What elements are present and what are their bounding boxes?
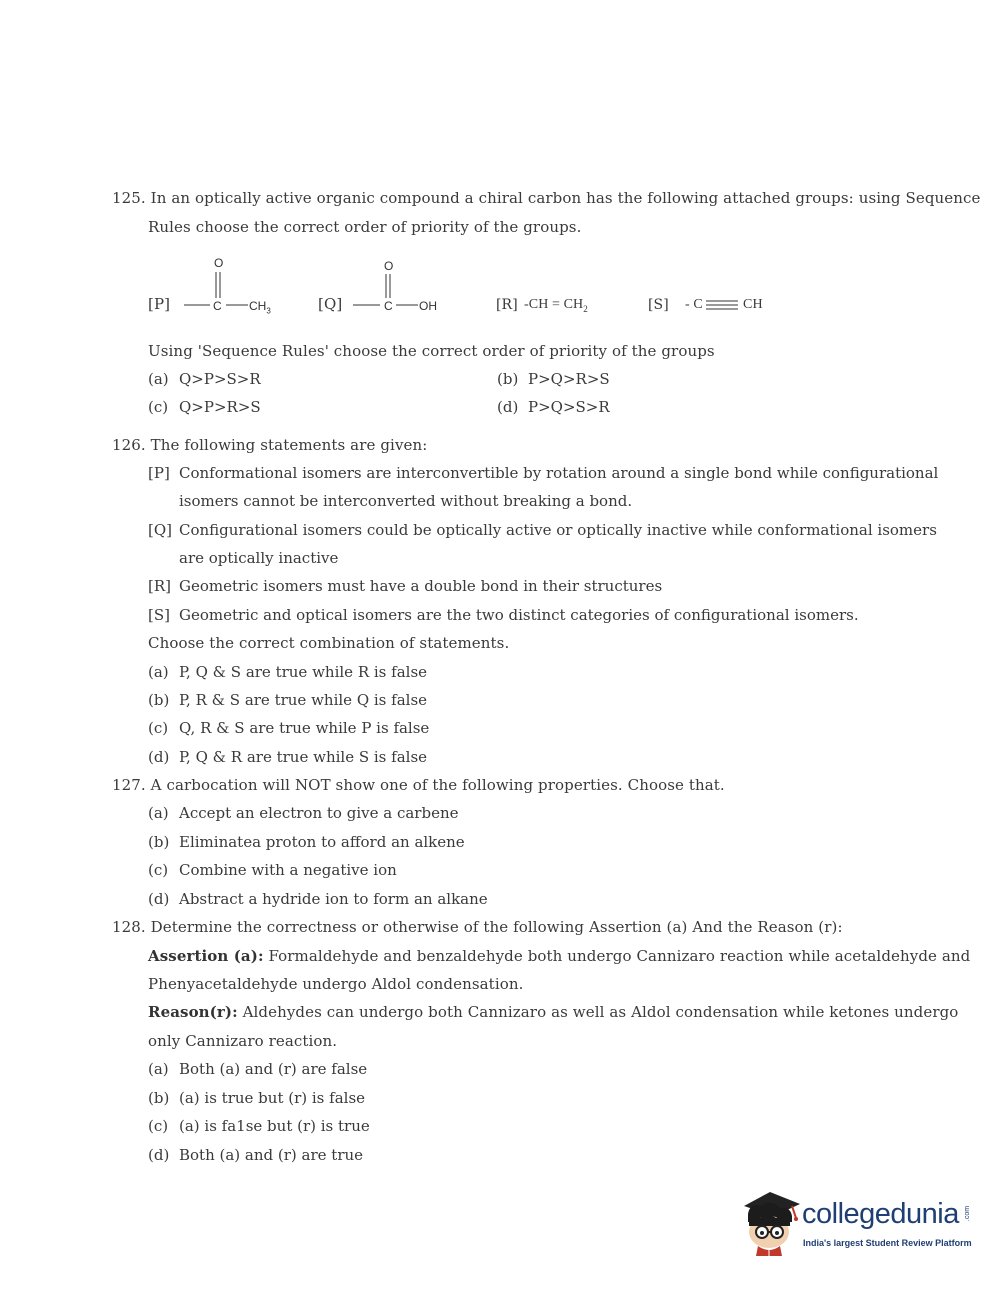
group-p-oxygen: O — [214, 256, 224, 270]
q126-option-b-text: P, R & S are true while Q is false — [179, 691, 428, 709]
reason-text: Aldehydes can undergo both Cannizaro as well as Aldol condensation while ketones undergo — [242, 1003, 959, 1021]
q128-reason-line1 — [148, 1002, 958, 1022]
q128-reason-line2: only Cannizaro reaction. — [148, 1032, 338, 1050]
q125-option-d-label: (d) — [497, 398, 519, 416]
q127-option-d-label: (d) — [148, 890, 170, 908]
q126-statement-q-label: [Q] — [148, 521, 173, 539]
q126-option-d-label: (d) — [148, 748, 170, 766]
assertion-text: Formaldehyde and benzaldehyde both undergo Cannizaro reaction while acetaldehyde and — [268, 947, 971, 965]
q126-option-a-label: (a) — [148, 663, 169, 681]
q126-option-d-text: P, Q & R are true while S is false — [179, 748, 428, 766]
q126-statement-p-label: [P] — [148, 464, 170, 482]
q125-prompt: Using 'Sequence Rules' choose the correct order of priority of the groups — [148, 342, 715, 360]
q128-option-a-text: Both (a) and (r) are false — [179, 1060, 368, 1078]
q128-option-a-label: (a) — [148, 1060, 169, 1078]
q127-option-a-text: Accept an electron to give a carbene — [179, 804, 459, 822]
q128-option-d-label: (d) — [148, 1146, 170, 1164]
q128-option-b-label: (b) — [148, 1089, 170, 1107]
group-p-methyl: $CH_3$ — [249, 299, 271, 316]
q125-option-c-text: Q>P>R>S — [179, 398, 261, 416]
q127-option-b-text: Eliminatea proton to afford an alkene — [179, 833, 465, 851]
assertion-label: Assertion (a): — [148, 947, 264, 965]
q128-option-c-text: (a) is fa1se but (r) is true — [179, 1117, 370, 1135]
group-q-oxygen: O — [384, 259, 394, 273]
q125-option-b-label: (b) — [497, 370, 519, 388]
group-s-left: - C — [685, 297, 703, 312]
q126-option-c-text: Q, R & S are true while P is false — [179, 719, 430, 737]
q127-option-b-label: (b) — [148, 833, 170, 851]
group-q-hydroxyl: OH — [419, 299, 437, 313]
q126-prompt: Choose the correct combination of statements. — [148, 634, 510, 652]
q128-assertion-line2: Phenyacetaldehyde undergo Aldol condensation. — [148, 975, 524, 993]
q128-option-d-text: Both (a) and (r) are true — [179, 1146, 364, 1164]
logo-wordmark: collegedunia — [802, 1198, 959, 1230]
q127-option-d-text: Abstract a hydride ion to form an alkane — [179, 890, 488, 908]
q126-option-b-label: (b) — [148, 691, 170, 709]
q125-option-c-label: (c) — [148, 398, 169, 416]
q127-option-a-label: (a) — [148, 804, 169, 822]
logo-tagline: India's largest Student Review Platform — [803, 1238, 972, 1248]
q126-statement-q-line2: are optically inactive — [179, 549, 339, 567]
q126-statement-p-line1: Conformational isomers are interconvertible by rotation around a single bond while configurational — [179, 464, 939, 482]
q127-option-c-text: Combine with a negative ion — [179, 861, 397, 879]
q126-statement-p-line2: isomers cannot be interconverted without breaking a bond. — [179, 492, 633, 510]
group-r-formula: $-CH = CH_2$ — [524, 297, 588, 314]
group-q-carbon: C — [384, 299, 393, 313]
triple-bond — [706, 298, 740, 312]
q126-option-c-label: (c) — [148, 719, 169, 737]
logo-com: .com — [964, 1205, 972, 1222]
group-r-label: [R] — [496, 297, 518, 313]
q128-assertion-line1 — [148, 946, 970, 966]
q125-option-a-label: (a) — [148, 370, 169, 388]
collegedunia-logo[interactable] — [740, 1188, 980, 1260]
q125-stem-line2: Rules choose the correct order of priority of the groups. — [148, 218, 582, 236]
q126-statement-q-line1: Configurational isomers could be optically active or optically inactive while conformational isomers — [179, 521, 937, 539]
group-s-label: [S] — [648, 297, 669, 313]
q127-option-c-label: (c) — [148, 861, 169, 879]
q125-option-d-text: P>Q>S>R — [528, 398, 610, 416]
group-p-carbon: C — [213, 299, 222, 313]
q125-stem-line1: 125. In an optically active organic compound a chiral carbon has the following attached groups: using Sequence — [112, 189, 981, 207]
q128-option-b-text: (a) is true but (r) is false — [179, 1089, 366, 1107]
q126-stem: 126. The following statements are given: — [112, 436, 428, 454]
q128-stem: 128. Determine the correctness or otherwise of the following Assertion (a) And the Reason (r): — [112, 918, 843, 936]
q126-statement-s-line1: Geometric and optical isomers are the two distinct categories of configurational isomers. — [179, 606, 859, 624]
group-s-right: CH — [743, 297, 763, 312]
q128-option-c-label: (c) — [148, 1117, 169, 1135]
graduate-mascot-icon — [740, 1188, 802, 1260]
group-p-label: [P] — [148, 295, 171, 313]
reason-label: Reason(r): — [148, 1003, 238, 1021]
q125-option-a-text: Q>P>S>R — [179, 370, 261, 388]
q126-statement-r-line1: Geometric isomers must have a double bond in their structures — [179, 577, 663, 595]
q126-statement-r-label: [R] — [148, 577, 171, 595]
q126-statement-s-label: [S] — [148, 606, 170, 624]
q127-stem: 127. A carbocation will NOT show one of the following properties. Choose that. — [112, 776, 725, 794]
group-q-label: [Q] — [318, 295, 343, 313]
q126-option-a-text: P, Q & S are true while R is false — [179, 663, 428, 681]
q125-option-b-text: P>Q>R>S — [528, 370, 610, 388]
